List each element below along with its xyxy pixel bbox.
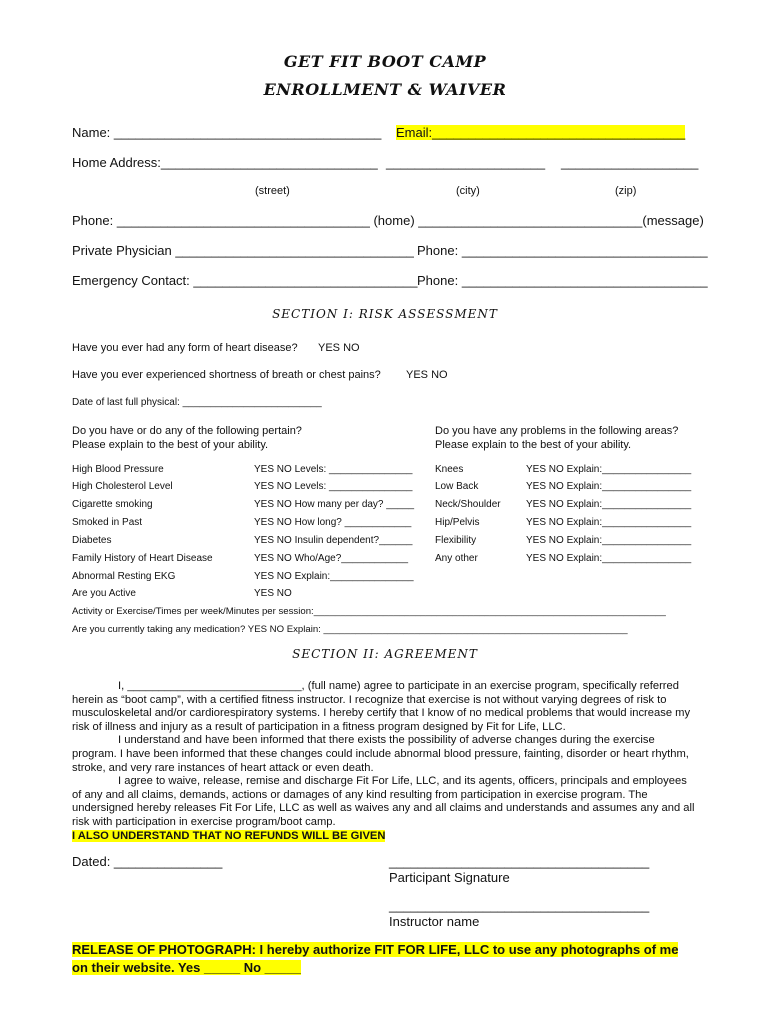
left-intro-2: Please explain to the best of your ability. (72, 439, 269, 451)
list-item-answer[interactable]: YES NO Insulin dependent?______ (254, 535, 413, 546)
list-item-label: Neck/Shoulder (435, 499, 501, 510)
list-item-answer[interactable]: YES NO Levels: _______________ (254, 481, 413, 492)
list-item-answer[interactable]: YES NO Levels: _______________ (254, 464, 413, 475)
agreement-text (72, 680, 698, 843)
emergency-phone-field[interactable]: Phone: __________________________________ (417, 273, 708, 288)
list-item-answer[interactable]: YES NO Explain:________________ (526, 481, 692, 492)
street-caption: (street) (255, 185, 290, 197)
home-address-field[interactable]: Home Address:______________________________ (72, 155, 378, 170)
instructor-name-line[interactable]: ____________________________________ (389, 898, 650, 913)
email-label (396, 125, 685, 140)
instructor-name-label: Instructor name (389, 914, 480, 929)
agreement-paragraph-3: I agree to waive, release, remise and discharge Fit For Life, LLC, and its agents, officers, principals and employees of any and all claims, demands, actions or damages of any kind resulting from participation in exercise program. The undersigned hereby releases Fit For Life, LLC as well as waives any and all claims and understands and assumes any and all risk with participation in exercise program/boot camp. (72, 775, 695, 828)
email-field[interactable]: Email:___________________________________ (396, 125, 686, 140)
list-item-label: Flexibility (435, 535, 477, 546)
participant-signature-line[interactable]: ____________________________________ (389, 854, 650, 869)
list-item-label: High Blood Pressure (72, 464, 164, 475)
left-intro-1: Do you have or do any of the following pertain? (72, 425, 302, 437)
physical-date-field[interactable]: Date of last full physical: _________________________ (72, 397, 322, 408)
heart-disease-question: Have you ever had any form of heart disease? (72, 342, 298, 354)
list-item-answer[interactable]: YES NO Explain:_______________ (254, 571, 414, 582)
list-item-answer[interactable]: YES NO How many per day? _____ (254, 499, 415, 510)
phone-field[interactable]: Phone: ___________________________________ (home) _______________________________(message) (72, 213, 704, 228)
list-item-answer[interactable]: YES NO Explain:________________ (526, 535, 692, 546)
list-item-answer[interactable]: YES NO Explain:________________ (526, 499, 692, 510)
list-item-label: Diabetes (72, 535, 112, 546)
right-intro-1: Do you have any problems in the following areas? (435, 425, 679, 437)
list-item-label: Abnormal Resting EKG (72, 571, 176, 582)
breath-options[interactable]: YES NO (406, 369, 448, 381)
dated-field[interactable]: Dated: _______________ (72, 854, 223, 869)
list-item-label: Knees (435, 464, 464, 475)
list-item-answer[interactable]: YES NO Who/Age?____________ (254, 553, 408, 564)
list-item-answer[interactable]: YES NO Explain:________________ (526, 464, 692, 475)
physician-phone-field[interactable]: Phone: __________________________________ (417, 243, 708, 258)
list-item-label: Are you Active (72, 588, 136, 599)
list-item-label: High Cholesterol Level (72, 481, 173, 492)
list-item-answer[interactable]: YES NO (254, 588, 292, 599)
no-refunds-notice: I ALSO UNDERSTAND THAT NO REFUNDS WILL BE GIVEN (72, 829, 386, 842)
list-item-label: Any other (435, 553, 478, 564)
zip-caption: (zip) (615, 185, 637, 197)
city-caption: (city) (456, 185, 480, 197)
form-title-line-1: GET FIT BOOT CAMP (283, 52, 487, 71)
photo-release (72, 941, 684, 977)
agreement-paragraph-2: I understand and have been informed that there exists the possibility of adverse changes during the exercise program. I have been informed that these changes could include abnormal blood pressure, fainting, disorder or heart rhythm, stroke, and very rare instances of heart attack or even death. (72, 734, 689, 774)
heart-disease-options[interactable]: YES NO (318, 342, 360, 354)
activity-field[interactable]: Activity or Exercise/Times per week/Minutes per session:__________________________________________________________________ (72, 606, 666, 617)
list-item-label: Smoked in Past (72, 517, 143, 528)
city-field[interactable]: ______________________ (386, 155, 546, 170)
zip-field[interactable]: ___________________ (561, 155, 699, 170)
list-item-answer[interactable]: YES NO How long? ____________ (254, 517, 412, 528)
section-2-heading: SECTION II: AGREEMENT (292, 647, 478, 661)
participant-signature-label: Participant Signature (389, 870, 510, 885)
right-intro-2: Please explain to the best of your ability. (435, 439, 632, 451)
section-1-heading: SECTION I: RISK ASSESSMENT (272, 307, 498, 321)
agreement-paragraph-1: I, ____________________________, (full name) agree to participate in an exercise program, specifically referred herein as “boot camp”, with a certified fitness instructor. I recognize that exercise is not without varying degrees of risk to musculoskeletal and/or cardiorespiratory systems. I hereby certify that I know of no medical problems that would increase my risk of illness and injury as a result of participation in a fitness program designed by Fit for Life, LLC. (72, 680, 691, 733)
medication-field[interactable]: Are you currently taking any medication? YES NO Explain: _________________________________________________________ (72, 624, 628, 635)
list-item-label: Hip/Pelvis (435, 517, 480, 528)
list-item-answer[interactable]: YES NO Explain:________________ (526, 517, 692, 528)
breath-question: Have you ever experienced shortness of breath or chest pains? (72, 369, 381, 381)
form-title-line-2: ENROLLMENT & WAIVER (263, 80, 507, 99)
list-item-answer[interactable]: YES NO Explain:________________ (526, 553, 692, 564)
photo-release-text[interactable]: RELEASE OF PHOTOGRAPH: I hereby authorize FIT FOR LIFE, LLC to use any photographs of me on their website. Yes _____ No _____ (72, 942, 679, 975)
list-item-label: Family History of Heart Disease (72, 553, 213, 564)
list-item-label: Low Back (435, 481, 479, 492)
emergency-contact-field[interactable]: Emergency Contact: _______________________________ (72, 273, 418, 288)
physician-field[interactable]: Private Physician _________________________________ (72, 243, 414, 258)
list-item-label: Cigarette smoking (72, 499, 153, 510)
name-field[interactable]: Name: _____________________________________ (72, 125, 382, 140)
